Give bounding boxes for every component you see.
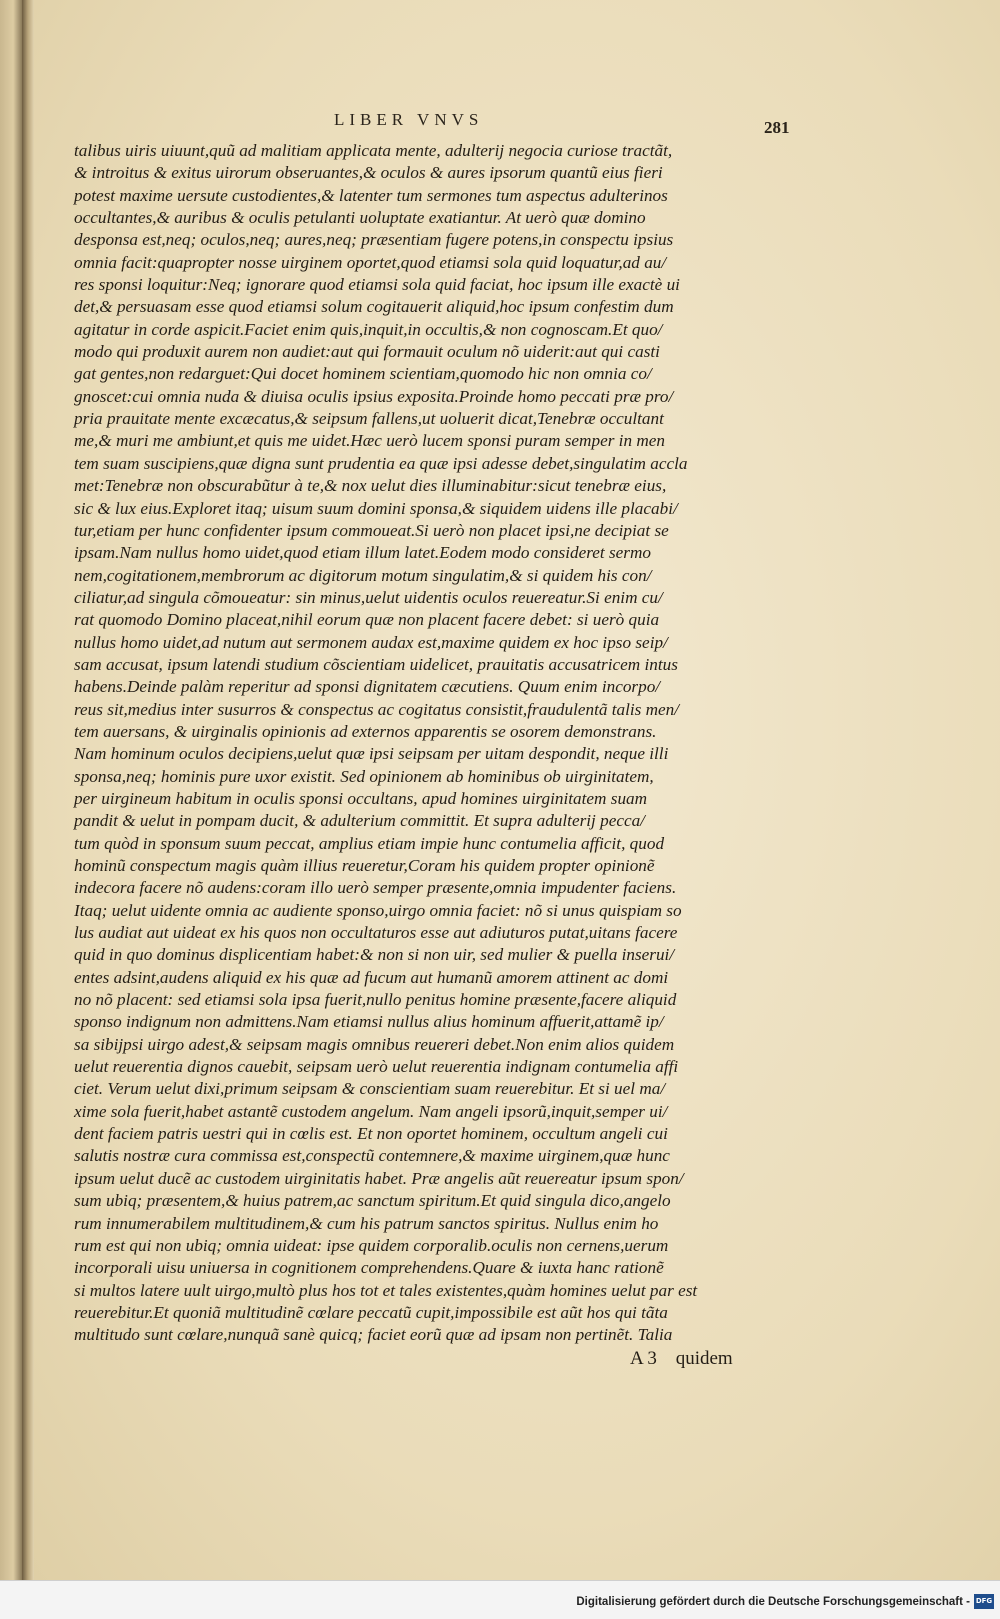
text-line: sponsa,neq; hominis pure uxor existit. Sed opinionem ab hominibus ob uirginitatem, <box>74 766 654 786</box>
footer-credit: Digitalisierung gefördert durch die Deutsche Forschungsgemeinschaft - <box>576 1596 970 1608</box>
text-line: tur,etiam per hunc confidenter ipsum commoueat.Si uerò non placet ipsi,ne decipiat se <box>74 520 669 540</box>
text-line: tem auersans, & uirginalis opinionis ad externos apparentis se osorem demonstrans. <box>74 721 657 741</box>
text-line: incorporali uisu uniuersa in cognitionem comprehendens.Quare & iuxta hanc rationẽ <box>74 1258 664 1278</box>
text-line: lus audiat aut uideat ex his quos non occultaturos esse aut adiuturos putat,uitans facere <box>74 923 678 943</box>
text-line: modo qui produxit aurem non audiet:aut qui formauit oculum nõ uiderit:aut qui casti <box>74 342 660 362</box>
text-line: & introitus & exitus uirorum obseruantes,& oculos & aures ipsorum quantũ eius fieri <box>74 163 663 183</box>
text-line: pria prauitate mente excæcatus,& seipsum fallens,ut uoluerit dicat,Tenebræ occultant <box>74 409 664 429</box>
text-line: si multos latere uult uirgo,multò plus hos tot et tales existentes,quàm homines uelut par est <box>74 1280 698 1300</box>
text-line: tem suam suscipiens,quæ digna sunt prudentia ea quæ ipsi adesse debet,singulatim accla <box>74 453 688 473</box>
text-line: sa sibijpsi uirgo adest,& seipsam magis omnibus reuereri debet.Non enim alios quidem <box>74 1034 675 1054</box>
text-line: nullus homo uidet,ad nutum aut sermonem audax est,maxime quidem ex hoc ipso seip/ <box>74 632 668 652</box>
text-line: dent faciem patris uestri qui in cœlis est. Et non oportet hominem, occultum angeli cui <box>74 1124 668 1144</box>
text-line: potest maxime uersute custodientes,& latenter tum sermones tum aspectus adulterinos <box>74 185 668 205</box>
text-line: indecora facere nõ audens:coram illo uerò semper præsente,omnia impudenter faciens. <box>74 878 677 898</box>
text-line: omnia facit:quapropter nosse uirginem oportet,quod etiamsi sola quid loquatur,ad au/ <box>74 252 667 272</box>
text-line: tum quòd in sponsum suum peccat, amplius etiam impie hunc contumelia afficit, quod <box>74 833 665 853</box>
text-line: me,& muri me ambiunt,et quis me uidet.Hæc uerò lucem sponsi puram semper in men <box>74 431 665 451</box>
text-line: sponso indignum non admittens.Nam etiamsi nullus alius hominum affuerit,attamẽ ip/ <box>74 1012 664 1032</box>
text-line: met:Tenebræ non obscurabũtur à te,& nox uelut dies illuminabitur:sicut tenebræ eius, <box>74 476 667 496</box>
text-line: sam accusat, ipsum latendi studium cõscientiam uidelicet, prauitatis accusatricem intus <box>74 654 678 674</box>
book-page <box>34 0 1000 1580</box>
catchword: quidem <box>675 1348 733 1369</box>
signature-mark: A 3 <box>630 1348 657 1369</box>
text-line: per uirgineum habitum in oculis sponsi occultans, apud homines uirginitatem suam <box>74 788 648 808</box>
text-line: rat quomodo Domino placeat,nihil eorum quæ non placent facere debet: si uerò quia <box>74 610 660 630</box>
text-line: quid in quo dominus displicentiam habet:& non si non uir, sed mulier & puella inserui/ <box>74 945 675 965</box>
text-line: ipsam.Nam nullus homo uidet,quod etiam illum latet.Eodem modo consideret sermo <box>74 543 652 563</box>
text-line: uelut reuerentia dignos cauebit, seipsam uerò uelut reuerentia indignam contumelia affi <box>74 1057 679 1077</box>
text-line: entes adsint,audens aliquid ex his quæ ad fucum aut humanũ amorem attinent ac domi <box>74 967 669 987</box>
text-line: res sponsi loquitur:Neq; ignorare quod etiamsi sola quid faciat, hoc ipsum ille exactè ui <box>74 275 680 295</box>
text-line: ipsum uelut ducẽ ac custodem uirginitatis habet. Præ angelis aũt reuereatur ipsum spon/ <box>74 1168 684 1188</box>
text-line: hominũ conspectum magis quàm illius reueretur,Coram his quidem propter opinionẽ <box>74 856 655 875</box>
text-line: desponsa est,neq; oculos,neq; aures,neq; præsentiam fugere potens,in conspectu ipsius <box>74 230 674 250</box>
footer-bar <box>0 1580 1000 1619</box>
text-line: talibus uiris uiuunt,quũ ad malitiam applicata mente, adulterij negocia curiose tractãt, <box>74 141 673 160</box>
text-line: ciet. Verum uelut dixi,primum seipsam & conscientiam suam reuerebitur. Et si uel ma/ <box>74 1079 666 1099</box>
catchword-line <box>630 1348 747 1370</box>
text-line: pandit & uelut in pompam ducit, & adulterium committit. Et supra adulterij pecca/ <box>74 811 645 831</box>
text-line: gnoscet:cui omnia nuda & diuisa oculis ipsius exposita.Proinde homo peccati præ pro/ <box>74 386 674 406</box>
body-text <box>74 140 804 1347</box>
text-line: det,& persuasam esse quod etiamsi solum cogitauerit aliquid,hoc ipsum confestim dum <box>74 297 674 317</box>
book-gutter <box>22 0 34 1580</box>
text-line: reus sit,medius inter susurros & conspectus ac cogitatus consistit,fraudulentã talis men/ <box>74 699 680 719</box>
text-line: salutis nostræ cura commissa est,conspectũ contemnere,& maxime uirginem,quæ hunc <box>74 1146 670 1166</box>
text-line: rum innumerabilem multitudinem,& cum his patrum sanctos spiritus. Nullus enim ho <box>74 1213 659 1233</box>
text-line: sic & lux eius.Exploret itaq; uisum suum domini sponsa,& siquidem uidens ille placabi/ <box>74 498 678 518</box>
text-line: gat gentes,non redarguet:Qui docet hominem scientiam,quomodo hic non omnia co/ <box>74 364 652 384</box>
text-line: no nõ placent: sed etiamsi sola ipsa fuerit,nullo penitus homine præsente,facere aliquid <box>74 990 677 1010</box>
running-title: LIBER VNVS <box>334 110 484 129</box>
text-line: habens.Deinde palàm reperitur ad sponsi dignitatem cæcutiens. Quum enim incorpo/ <box>74 677 661 697</box>
text-line: reuerebitur.Et quoniã multitudinẽ cœlare peccatũ cupit,impossibile est aũt hos qui tãta <box>74 1302 668 1322</box>
text-line: Itaq; uelut uidente omnia ac audiente sponso,uirgo omnia faciet: nõ si unus quispiam so <box>74 900 682 920</box>
text-line: agitatur in corde aspicit.Faciet enim quis,inquit,in occultis,& non cognoscam.Et quo/ <box>74 319 663 339</box>
dfg-logo: DFG <box>974 1594 994 1609</box>
text-line: ciliatur,ad singula cõmoueatur: sin minus,uelut uidentis oculos reuereatur.Si enim cu/ <box>74 587 663 607</box>
text-line: Nam hominum oculos decipiens,uelut quæ ipsi seipsam per uitam despondit, neque illi <box>74 744 669 764</box>
text-line: multitudo sunt cœlare,nunquã sanè quicq; faciet eorũ quæ ad ipsam non pertinẽt. Talia <box>74 1325 673 1345</box>
page-number: 281 <box>764 118 790 137</box>
text-line: rum est qui non ubiq; omnia uideat: ipse quidem corporalib.oculis non cernens,uerum <box>74 1235 669 1255</box>
text-line: occultantes,& auribus & oculis petulanti uoluptate exatiantur. At uerò quæ domino <box>74 208 646 228</box>
text-line: sum ubiq; præsentem,& huius patrem,ac sanctum spiritum.Et quid singula dico,angelo <box>74 1191 671 1211</box>
text-line: xime sola fuerit,habet astantẽ custodem angelum. Nam angeli ipsorũ,inquit,semper ui/ <box>74 1101 668 1121</box>
text-line: nem,cogitationem,membrorum ac digitorum motum singulatim,& si quidem his con/ <box>74 565 652 585</box>
previous-page-edge <box>0 0 22 1580</box>
